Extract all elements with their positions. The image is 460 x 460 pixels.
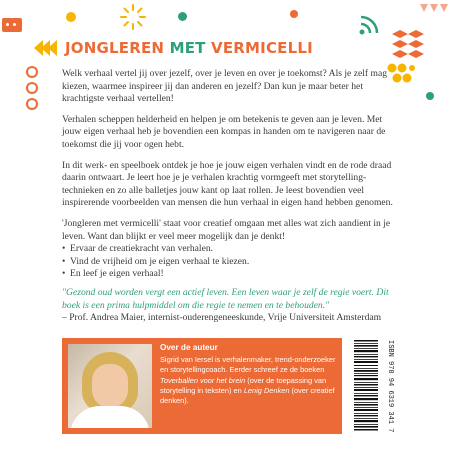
author-heading: Over de auteur: [160, 343, 218, 352]
barcode-bars: [352, 338, 380, 434]
intro-paragraph: Welk verhaal vertel jij over jezelf, over je leven en over je toekomst? Als je zelf mag kiezen, waarmee inspireer jij dan anderen en jezelf? Dan kun je maar beter het krachtigste verhaal vertellen!: [62, 68, 388, 105]
isbn-number: ISBN 978 94 6319 341 7: [386, 340, 394, 433]
orange-zigzag-decoration: [392, 30, 426, 58]
ring-decoration: [26, 98, 38, 110]
ring-decoration: [26, 66, 38, 78]
title-part-1: JONGLEREN: [65, 39, 165, 57]
paragraph: In dit werk- en speelboek ontdek je hoe je jouw eigen verhalen vindt en de rode draad daarin ontwaart. Je leert hoe je je verhalen krachtig vormgeeft met storytelling-technieken en zo alle balletjes jouw kant op laat rollen. Je leest bovendien veel inspirerende voorbeelden van mensen die hun verhaal in eigen hand hebben genomen.: [62, 159, 393, 209]
author-bio-text: Sigrid van Iersel is verhalenmaker, trend-onderzoeker en storytellingcoach. Eerder schreef ze de boeken: [160, 355, 336, 375]
paragraph: 'Jongleren met vermicelli' staat voor creatief omgaan met alles wat zich aandient in je leven. Want dan blijkt er veel meer mogelijk dan je denkt!: [62, 217, 391, 242]
quote-source: – Prof. Andrea Maier, internist-ouderengeneeskunde, Vrije Universiteit Amsterdam: [62, 312, 382, 324]
paragraph: Verhalen scheppen helderheid en helpen je om betekenis te geven aan je leven. Met jouw eigen verhaal heb je bovendien een kompas in handen om te navigeren naar de toekomst die jij voor ogen hebt.: [62, 113, 386, 150]
author-bio-text: (over de toepassing van storytelling in teksten) en: [160, 375, 327, 395]
author-bio-text: (over creatief denken).: [160, 385, 335, 406]
signal-icon: [358, 12, 382, 36]
title-part-3: VERMICELLI: [211, 39, 313, 57]
sun-icon: [120, 4, 146, 30]
quote-text: "Gezond oud worden vergt een actief leven. Een leven waar je zelf de regie voert. Dit boek is een prima hulpmiddel om die regie te nemen en te behouden.": [62, 287, 389, 311]
green-dot-decoration: [426, 92, 434, 100]
green-dot-decoration: [178, 12, 187, 21]
chevrons-left-icon: [34, 40, 55, 56]
author-box: [62, 338, 342, 434]
orange-dot-decoration: [290, 10, 298, 18]
pink-square-icon: [2, 18, 22, 32]
testimonial-quote: [62, 287, 402, 325]
book-title: [65, 39, 313, 57]
author-photo: [68, 344, 152, 428]
list-item: • En leef je eigen verhaal!: [62, 268, 402, 281]
ring-decoration: [26, 82, 38, 94]
bullet-list: [62, 243, 402, 281]
back-cover-text: [62, 68, 402, 281]
author-bio: [160, 343, 338, 406]
yellow-dot-decoration: [66, 12, 76, 22]
book-title-2: Lenig Denken: [243, 385, 290, 395]
pink-triangles-decoration: [420, 4, 450, 18]
list-item: • Vind de vrijheid om je eigen verhaal te kiezen.: [62, 256, 402, 269]
title-part-2: MET: [169, 39, 206, 57]
list-item: • Ervaar de creatiekracht van verhalen.: [62, 243, 402, 256]
book-title-1: Toverballen voor het brein: [160, 375, 246, 385]
barcode: [352, 338, 398, 434]
title-row: [34, 38, 313, 58]
